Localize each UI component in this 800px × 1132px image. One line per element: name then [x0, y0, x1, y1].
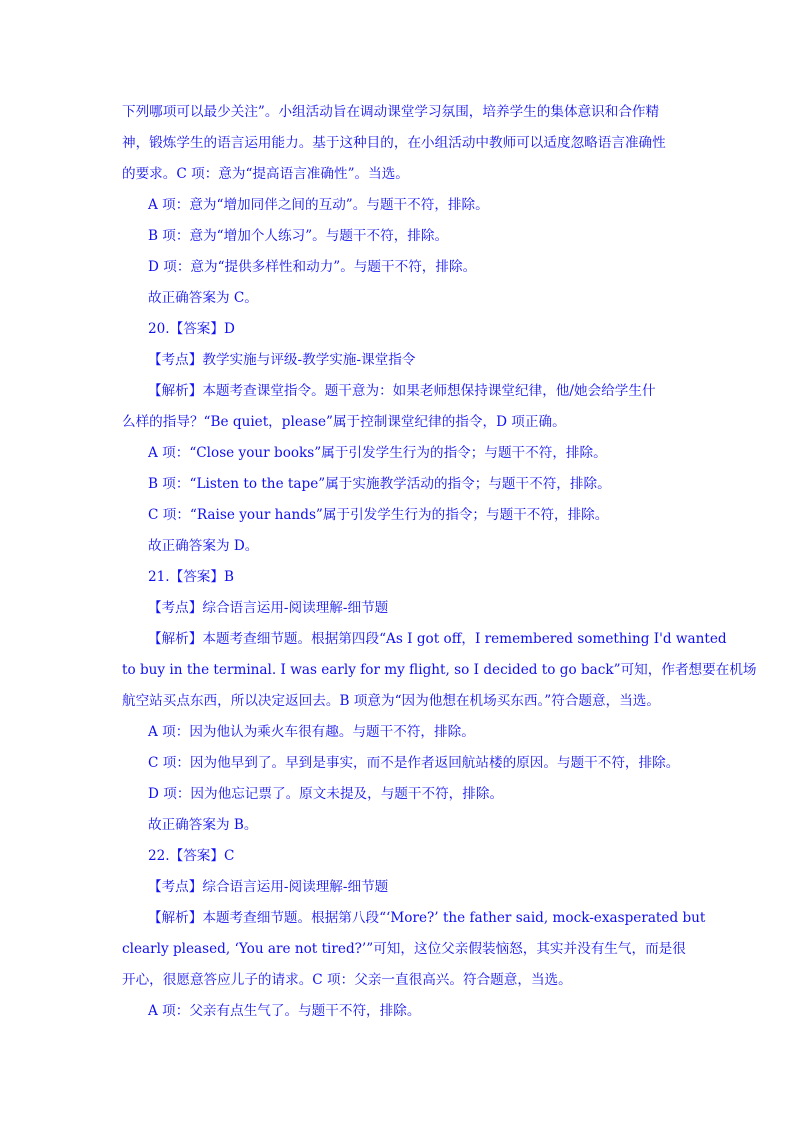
text-line: 神，锻炼学生的语言运用能力。基于这种目的，在小组活动中教师可以适度忽略语言准确性	[122, 135, 666, 151]
topic-line: 【考点】教学实施与评级-教学实施-课堂指令	[148, 352, 416, 368]
analysis-line: 【解析】本题考查细节题。根据第八段“‘More?’ the father said, mock-exasperated but	[148, 910, 706, 926]
text-line: C 项：“Raise your hands”属于引发学生行为的指令；与题干不符，排除。	[148, 507, 609, 523]
text-line: D 项：因为他忘记票了。原文未提及，与题干不符，排除。	[148, 786, 504, 802]
text-line: A 项：父亲有点生气了。与题干不符，排除。	[148, 1003, 421, 1019]
text-line: A 项：意为“增加同伴之间的互动”。与题干不符，排除。	[148, 197, 489, 213]
answer-heading: 20.【答案】D	[148, 321, 235, 337]
text-line: B 项：“Listen to the tape”属于实施教学活动的指令；与题干不符，排除。	[148, 476, 611, 492]
text-line: clearly pleased, ‘You are not tired?’”可知，这位父亲假装恼怒，其实并没有生气，而是很	[122, 941, 686, 957]
answer-explanation-text	[122, 97, 757, 1027]
text-line: 故正确答案为 C。	[148, 290, 258, 306]
text-line: 的要求。C 项：意为“提高语言准确性”。当选。	[122, 166, 409, 182]
text-line: B 项：意为“增加个人练习”。与题干不符，排除。	[148, 228, 449, 244]
text-line: 么样的指导？“Be quiet，please”属于控制课堂纪律的指令，D 项正确。	[122, 414, 566, 430]
text-line: A 项：因为他认为乘火车很有趣。与题干不符，排除。	[148, 724, 475, 740]
topic-line: 【考点】综合语言运用-阅读理解-细节题	[148, 879, 389, 895]
text-line: 航空站买点东西，所以决定返回去。B 项意为“因为他想在机场买东西。”符合题意，当选。	[122, 693, 660, 709]
answer-heading: 21.【答案】B	[148, 569, 234, 585]
analysis-line: 【解析】本题考查细节题。根据第四段“As I got off，I remembered something I'd wanted	[148, 631, 727, 647]
text-line: 下列哪项可以最少关注”。小组活动旨在调动课堂学习氛围，培养学生的集体意识和合作精	[122, 104, 660, 120]
text-line: 故正确答案为 D。	[148, 538, 259, 554]
text-line: 故正确答案为 B。	[148, 817, 258, 833]
topic-line: 【考点】综合语言运用-阅读理解-细节题	[148, 600, 389, 616]
text-line: C 项：因为他早到了。早到是事实，而不是作者返回航站楼的原因。与题干不符，排除。	[148, 755, 680, 771]
text-line: to buy in the terminal. I was early for my flight, so I decided to go back”可知，作者想要在机场	[122, 662, 757, 678]
text-line: 开心，很愿意答应儿子的请求。C 项：父亲一直很高兴。符合题意，当选。	[122, 972, 572, 988]
text-line: D 项：意为“提供多样性和动力”。与题干不符，排除。	[148, 259, 477, 275]
analysis-line: 【解析】本题考查课堂指令。题干意为：如果老师想保持课堂纪律，他/她会给学生什	[148, 383, 656, 399]
answer-heading: 22.【答案】C	[148, 848, 235, 864]
text-line: A 项：“Close your books”属于引发学生行为的指令；与题干不符，排除。	[148, 445, 607, 461]
